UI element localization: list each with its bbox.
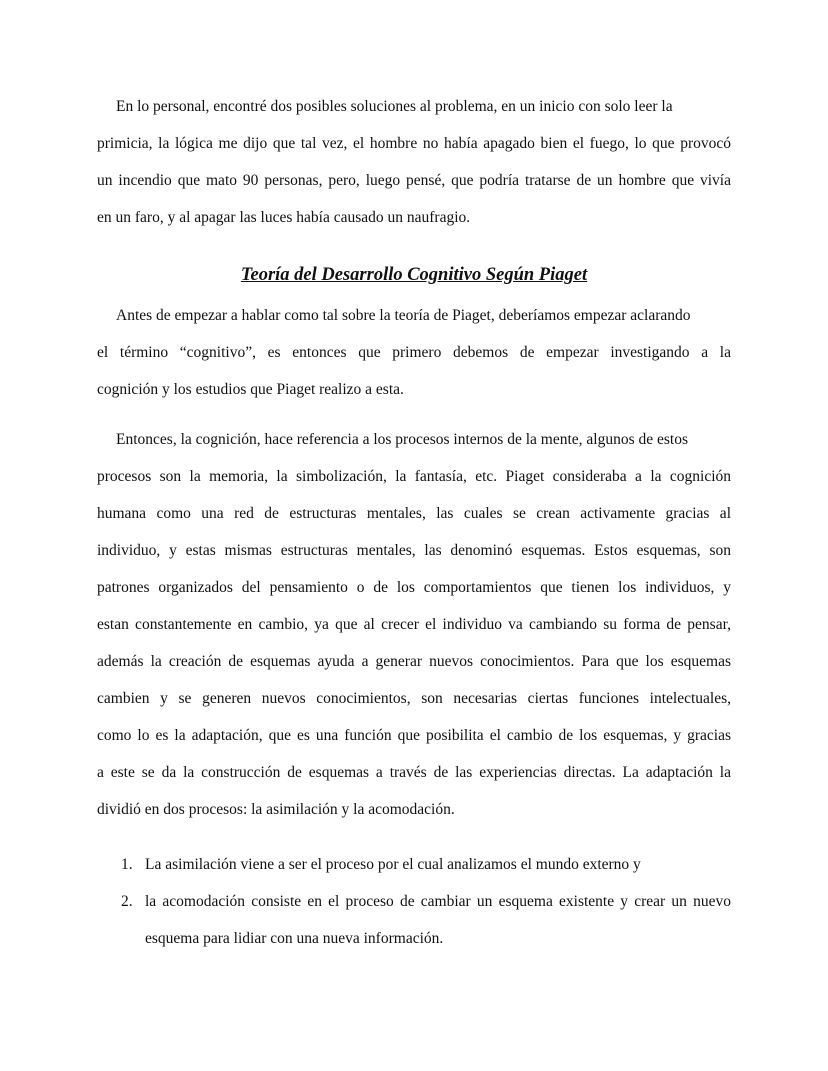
paragraph-line: humana como una red de estructuras mentales, las cuales se crean activamente gracias al xyxy=(97,505,731,522)
paragraph-line: como lo es la adaptación, que es una función que posibilita el cambio de los esquemas, y gracias xyxy=(97,727,731,744)
paragraph-line: En lo personal, encontré dos posibles soluciones al problema, en un inicio con solo leer la xyxy=(116,98,673,115)
list-item-number: 1. xyxy=(121,856,133,873)
list-item-number: 2. xyxy=(121,893,133,910)
paragraph-line: procesos son la memoria, la simbolización, la fantasía, etc. Piaget consideraba a la cognición xyxy=(97,468,731,485)
list-item-text: la acomodación consiste en el proceso de cambiar un esquema existente y crear un nuevo xyxy=(145,893,731,910)
paragraph-line: primicia, la lógica me dijo que tal vez, el hombre no había apagado bien el fuego, lo que provocó xyxy=(97,135,731,152)
paragraph-line: individuo, y estas mismas estructuras mentales, las denominó esquemas. Estos esquemas, son xyxy=(97,542,731,559)
paragraph-line: cambien y se generen nuevos conocimientos, son necesarias ciertas funciones intelectuales, xyxy=(97,690,731,707)
paragraph-line: a este se da la construcción de esquemas a través de las experiencias directas. La adaptación la xyxy=(97,764,731,781)
paragraph-line: un incendio que mato 90 personas, pero, luego pensé, que podría tratarse de un hombre que vivía xyxy=(97,172,731,189)
paragraph-line: patrones organizados del pensamiento o de los comportamientos que tienen los individuos, y xyxy=(97,579,731,596)
paragraph-line: Antes de empezar a hablar como tal sobre la teoría de Piaget, deberíamos empezar aclarando xyxy=(116,307,691,324)
list-item-text: La asimilación viene a ser el proceso por el cual analizamos el mundo externo y xyxy=(145,856,641,873)
section-heading: Teoría del Desarrollo Cognitivo Según Piaget xyxy=(240,265,588,285)
paragraph-line: dividió en dos procesos: la asimilación y la acomodación. xyxy=(97,801,455,818)
paragraph-line: cognición y los estudios que Piaget realizo a esta. xyxy=(97,381,404,398)
paragraph-line: el término “cognitivo”, es entonces que primero debemos de empezar investigando a la xyxy=(97,344,731,361)
paragraph-line: Entonces, la cognición, hace referencia a los procesos internos de la mente, algunos de estos xyxy=(116,431,689,448)
paragraph-line: estan constantemente en cambio, ya que al crecer el individuo va cambiando su forma de pensar, xyxy=(97,616,731,633)
paragraph-line: en un faro, y al apagar las luces había causado un naufragio. xyxy=(97,209,471,226)
paragraph-line: además la creación de esquemas ayuda a generar nuevos conocimientos. Para que los esquemas xyxy=(97,653,731,670)
list-item-text: esquema para lidiar con una nueva información. xyxy=(145,930,444,947)
